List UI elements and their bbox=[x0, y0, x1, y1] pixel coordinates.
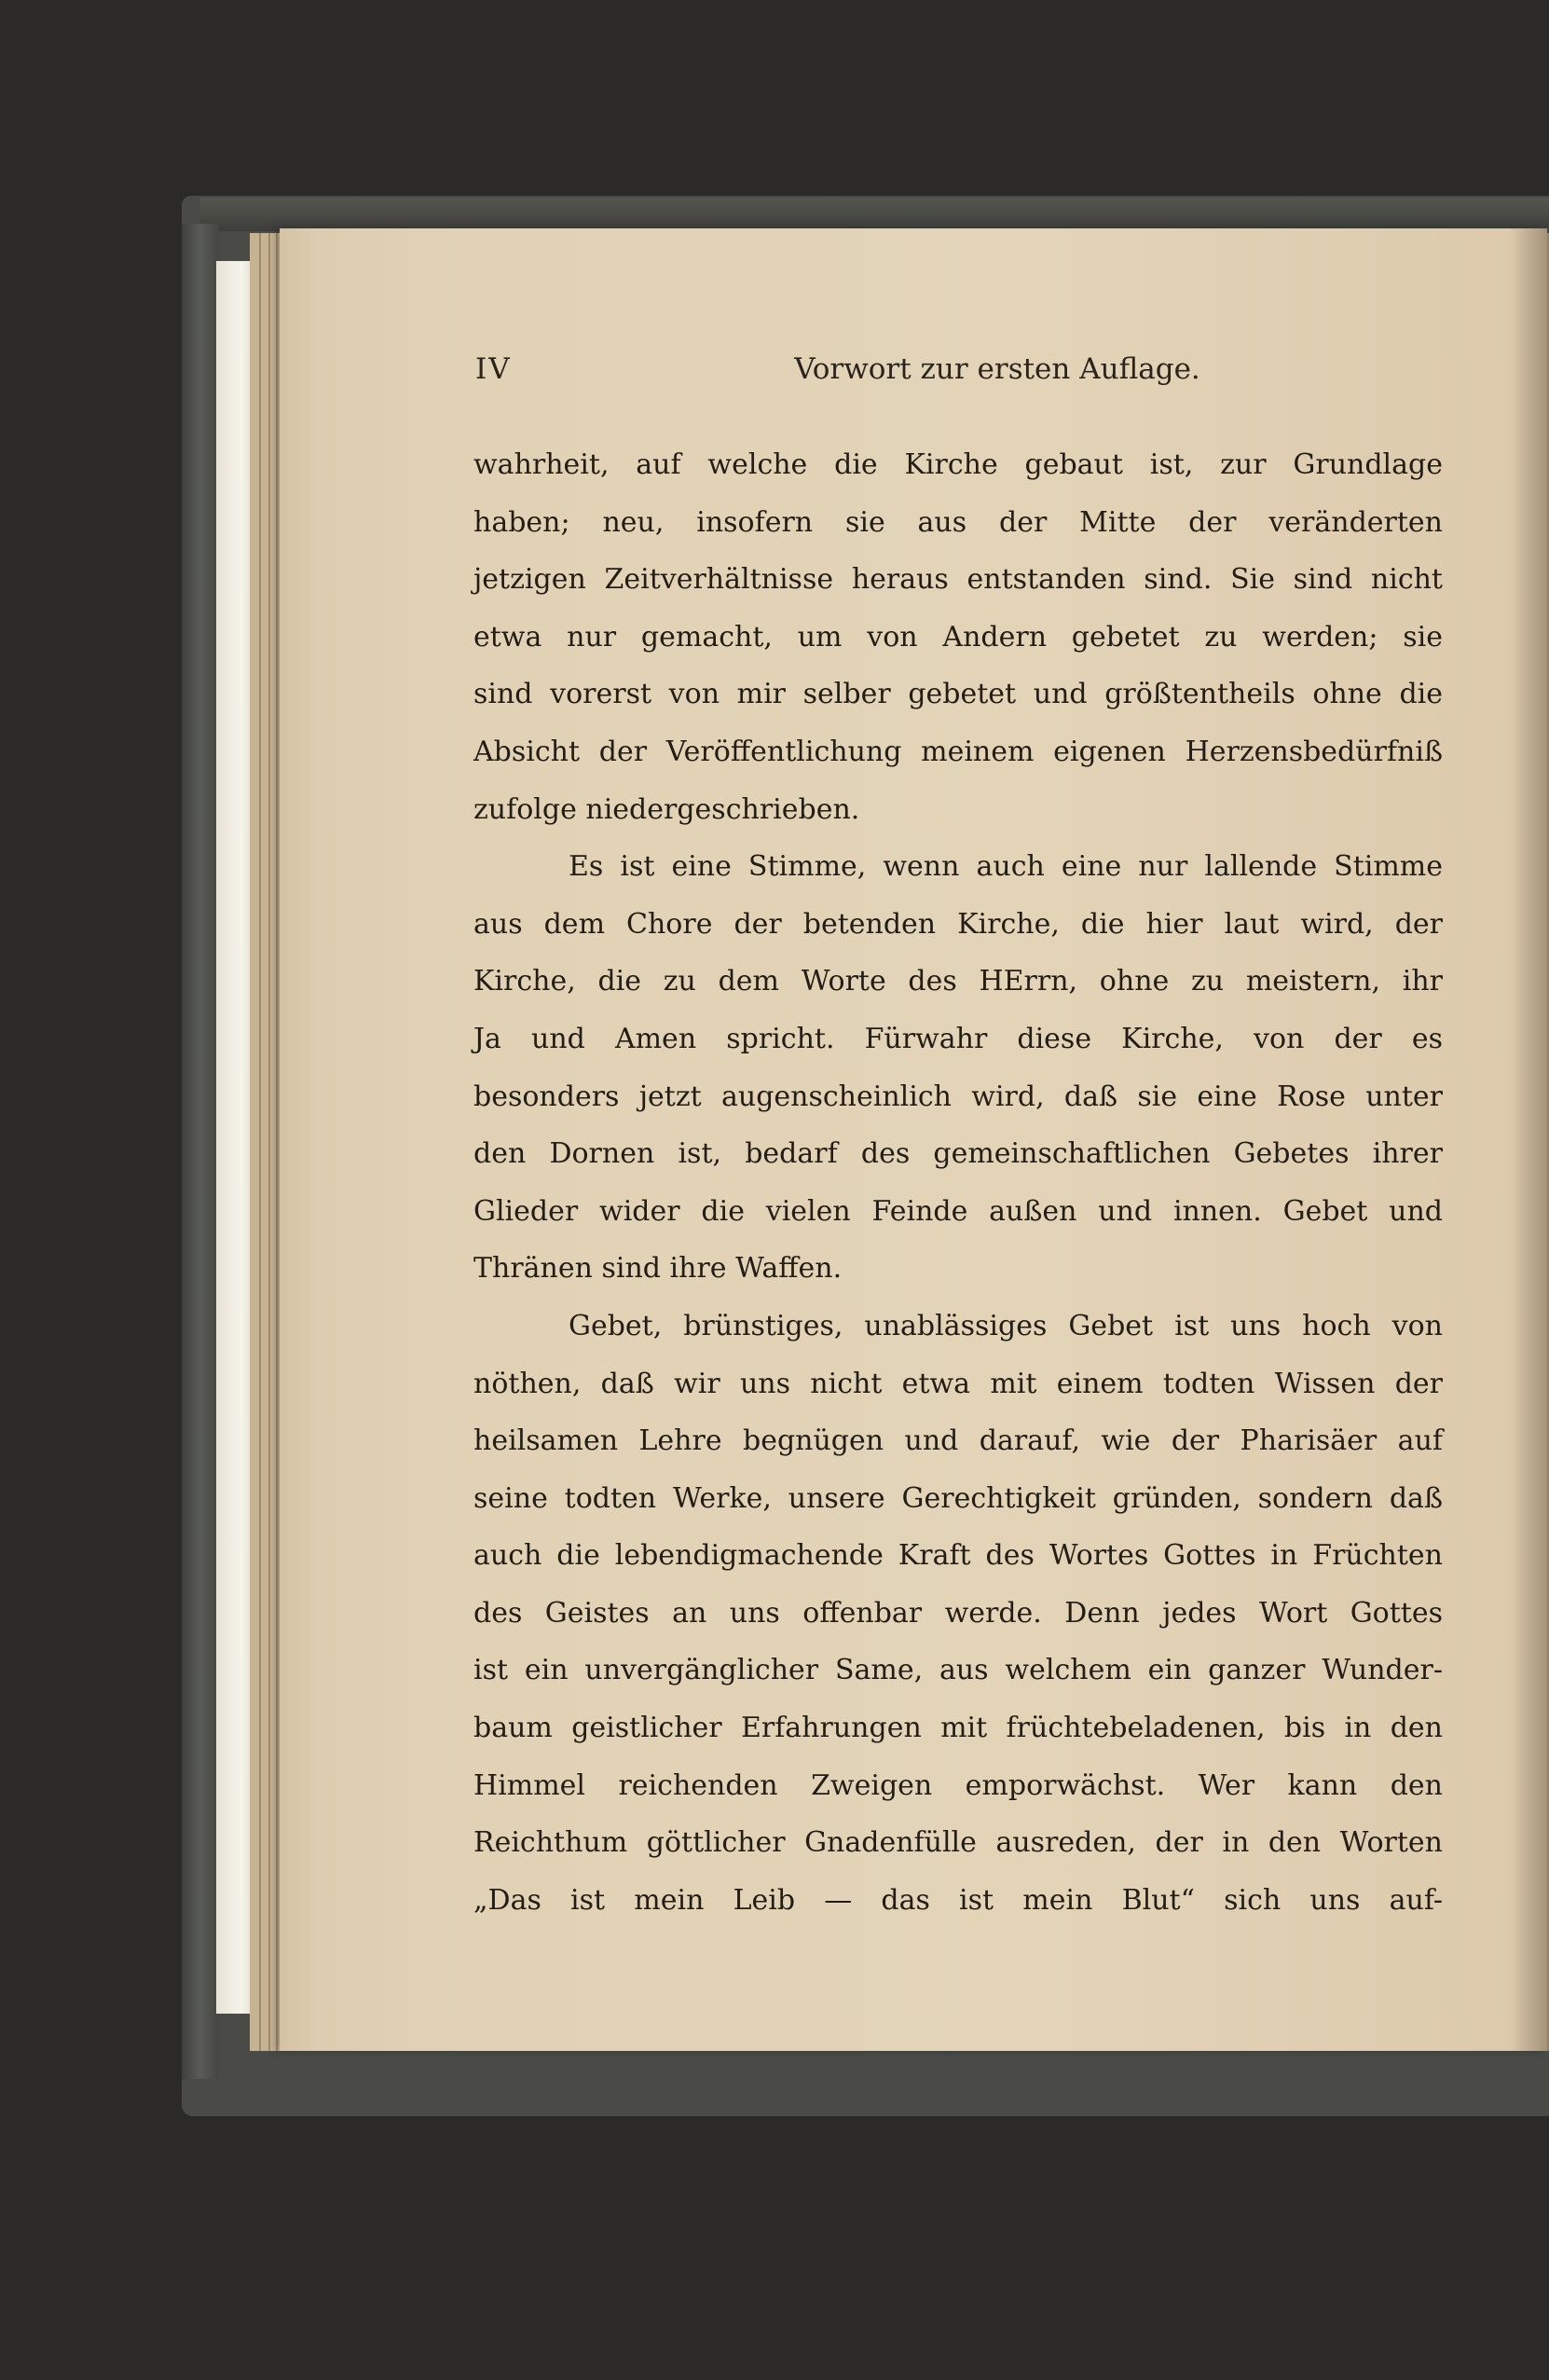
page-edge-line bbox=[276, 233, 278, 2051]
text-line: besonders jetzt augenscheinlich wird, daß sie eine Rose unter bbox=[473, 1080, 1443, 1113]
text-line: wahrheit, auf welche die Kirche gebaut ist, zur Grundlage bbox=[473, 448, 1443, 481]
book-spine-edge bbox=[182, 224, 219, 2079]
text-line: etwa nur gemacht, um von Andern gebetet zu werden; sie bbox=[473, 620, 1443, 653]
text-line: Es ist eine Stimme, wenn auch eine nur lallende Stimme bbox=[569, 850, 1443, 884]
text-line: Kirche, die zu dem Worte des HErrn, ohne zu meistern, ihr bbox=[473, 965, 1443, 998]
text-line: den Dornen ist, bedarf des gemeinschaftlichen Gebetes ihrer bbox=[473, 1137, 1443, 1171]
text-line: Absicht der Veröffentlichung meinem eigenen Herzensbedürfniß bbox=[473, 735, 1443, 768]
text-line: jetzigen Zeitverhältnisse heraus entstanden sind. Sie sind nicht bbox=[473, 563, 1443, 597]
running-title: Vorwort zur ersten Auflage. bbox=[794, 352, 1200, 386]
text-line: sind vorerst von mir selber gebetet und größtentheils ohne die bbox=[473, 678, 1443, 711]
text-line: Thränen sind ihre Waffen. bbox=[473, 1252, 843, 1286]
text-line: auch die lebendigmachende Kraft des Wortes Gottes in Früchten bbox=[473, 1539, 1443, 1573]
page-header bbox=[475, 352, 1431, 399]
page-gutter-shadow bbox=[1510, 228, 1549, 2051]
text-line: heilsamen Lehre begnügen und darauf, wie der Pharisäer auf bbox=[473, 1424, 1443, 1458]
text-line: zufolge niedergeschrieben. bbox=[473, 792, 860, 826]
text-line: Glieder wider die vielen Feinde außen und innen. Gebet und bbox=[473, 1194, 1443, 1228]
text-line: des Geistes an uns offenbar werde. Denn jedes Wort Gottes bbox=[473, 1596, 1443, 1630]
text-line: baum geistlicher Erfahrungen mit früchtebeladenen, bis in den bbox=[473, 1712, 1443, 1745]
page-edge-line bbox=[268, 233, 270, 2051]
text-line: nöthen, daß wir uns nicht etwa mit einem todten Wissen der bbox=[473, 1367, 1443, 1400]
page-number: IV bbox=[475, 352, 512, 386]
body-text bbox=[473, 436, 1443, 1929]
text-line: Gebet, brünstiges, unablässiges Gebet ist uns hoch von bbox=[569, 1309, 1443, 1342]
page-edge-line bbox=[259, 233, 261, 2051]
text-line: aus dem Chore der betenden Kirche, die hier laut wird, der bbox=[473, 907, 1443, 941]
text-line: ist ein unvergänglicher Same, aus welchem ein ganzer Wunder- bbox=[473, 1654, 1443, 1687]
book-cover-top-edge bbox=[200, 198, 1549, 231]
text-line: haben; neu, insofern sie aus der Mitte der veränderten bbox=[473, 505, 1443, 539]
text-line: Reichthum göttlicher Gnadenfülle ausreden, der in den Worten bbox=[473, 1826, 1443, 1860]
text-line: Himmel reichenden Zweigen emporwächst. Wer kann den bbox=[473, 1768, 1443, 1802]
text-line: „Das ist mein Leib — das ist mein Blut“ sich uns auf- bbox=[473, 1883, 1443, 1917]
text-line: seine todten Werke, unsere Gerechtigkeit gründen, sondern daß bbox=[473, 1481, 1443, 1515]
text-line: Ja und Amen spricht. Fürwahr diese Kirche, von der es bbox=[473, 1022, 1443, 1055]
